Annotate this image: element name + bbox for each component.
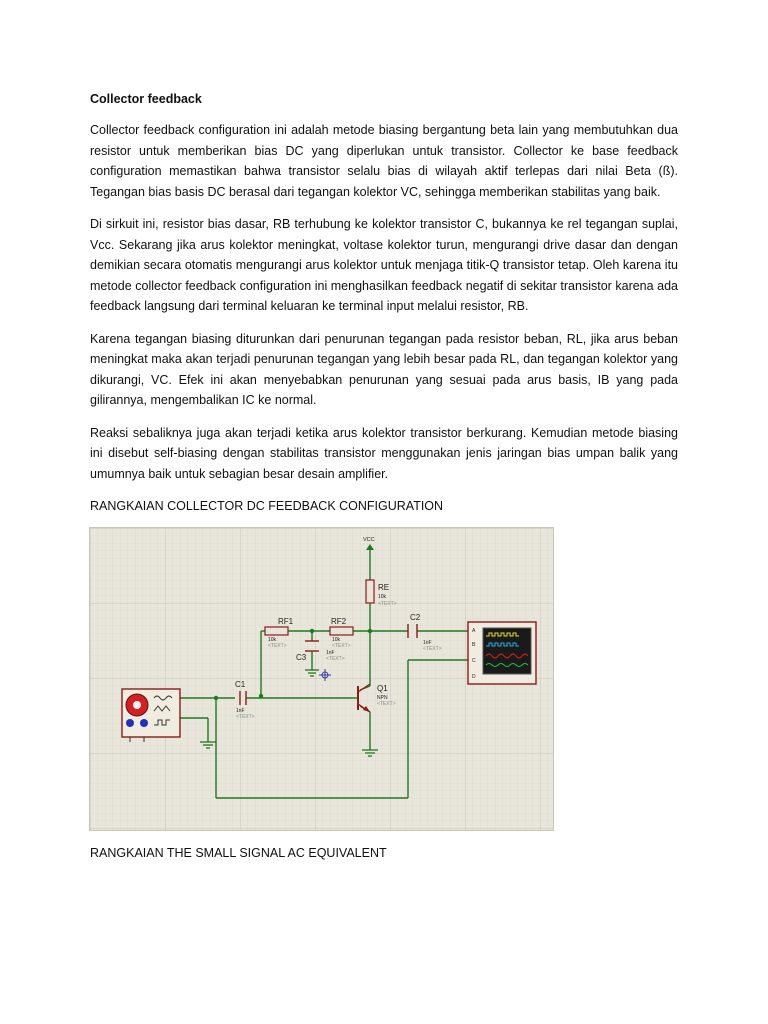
c1-name: C1 xyxy=(235,680,246,689)
paragraph-1: Collector feedback configuration ini adalah metode biasing bergantung beta lain yang membutuhkan dua resistor untuk memberikan bias DC yang diperlukan untuk transistor. Collector ke base feedback configuration memastikan bahwa transistor selalu bias di wilayah aktif terlepas dari nilai Beta (ß). Tegangan bias basis DC berasal dari tegangan kolektor VC, sehingga memberikan stabilitas yang baik. xyxy=(90,123,678,199)
schematic-canvas xyxy=(90,528,553,830)
ac-equivalent-heading: RANGKAIAN THE SMALL SIGNAL AC EQUIVALENT xyxy=(90,846,387,860)
re-text: <TEXT> xyxy=(378,601,397,607)
paragraph-2: Di sirkuit ini, resistor bias dasar, RB terhubung ke kolektor transistor C, bukannya ke rel tegangan suplai, Vcc. Sekarang jika arus kolektor meningkat, voltase kolektor turun, mengurangi drive dasar dan dengan demikian secara otomatis mengurangi arus kolektor untuk menjaga titik-Q transistor tetap. Oleh karena itu metode collector feedback configuration ini menghasilkan feedback negatif di sekitar transistor karena ada feedback langsung dari terminal keluaran ke terminal input melalui resistor, RB. xyxy=(90,217,678,313)
rf1-text: <TEXT> xyxy=(268,643,287,649)
rf2-value: 10k xyxy=(332,637,341,643)
scope-channel-b: B xyxy=(472,642,476,648)
rf1-value: 10k xyxy=(268,637,277,643)
q1-type: NPN xyxy=(377,695,388,701)
c1-text: <TEXT> xyxy=(236,714,255,720)
signal-generator-icon xyxy=(122,689,180,742)
rf2-text: <TEXT> xyxy=(332,643,351,649)
scope-channel-c: C xyxy=(472,658,476,664)
circuit-schematic xyxy=(89,527,554,831)
re-name: RE xyxy=(378,583,390,592)
rf1-name: RF1 xyxy=(278,617,294,626)
c2-text: <TEXT> xyxy=(423,646,442,652)
re-value: 10k xyxy=(378,594,387,600)
circuit-heading: RANGKAIAN COLLECTOR DC FEEDBACK CONFIGURATION xyxy=(90,499,444,513)
scope-channel-d: D xyxy=(472,674,476,680)
q1-name: Q1 xyxy=(377,684,388,693)
c3-text: <TEXT> xyxy=(326,656,345,662)
vcc-label: VCC xyxy=(363,537,375,543)
q1-text: <TEXT> xyxy=(377,701,396,707)
c2-name: C2 xyxy=(410,613,421,622)
c1-value: 1nF xyxy=(236,708,245,714)
oscilloscope-icon xyxy=(468,622,536,684)
scope-channel-a: A xyxy=(472,628,476,634)
c3-value: 1nF xyxy=(326,650,335,656)
paragraph-3: Karena tegangan biasing diturunkan dari penurunan tegangan pada resistor beban, RL, jika arus beban meningkat maka akan terjadi penurunan tegangan yang lebih besar pada RL, dan tegangan kolektor yang dikurangi, VC. Efek ini akan menyebabkan penurunan yang sesuai pada arus basis, IB yang pada gilirannya, mengembalikan IC ke normal. xyxy=(90,331,678,407)
c3-name: C3 xyxy=(296,653,307,662)
paragraph-4: Reaksi sebaliknya juga akan terjadi ketika arus kolektor transistor berkurang. Kemudian metode biasing ini disebut self-biasing dengan stabilitas transistor menggunakan jenis jaringan bias umpan balik yang umumnya baik untuk sebagian besar desain amplifier. xyxy=(90,425,678,481)
page-title: Collector feedback xyxy=(90,92,202,106)
c2-value: 1nF xyxy=(423,640,432,646)
rf2-name: RF2 xyxy=(331,617,347,626)
document-body xyxy=(90,92,678,496)
